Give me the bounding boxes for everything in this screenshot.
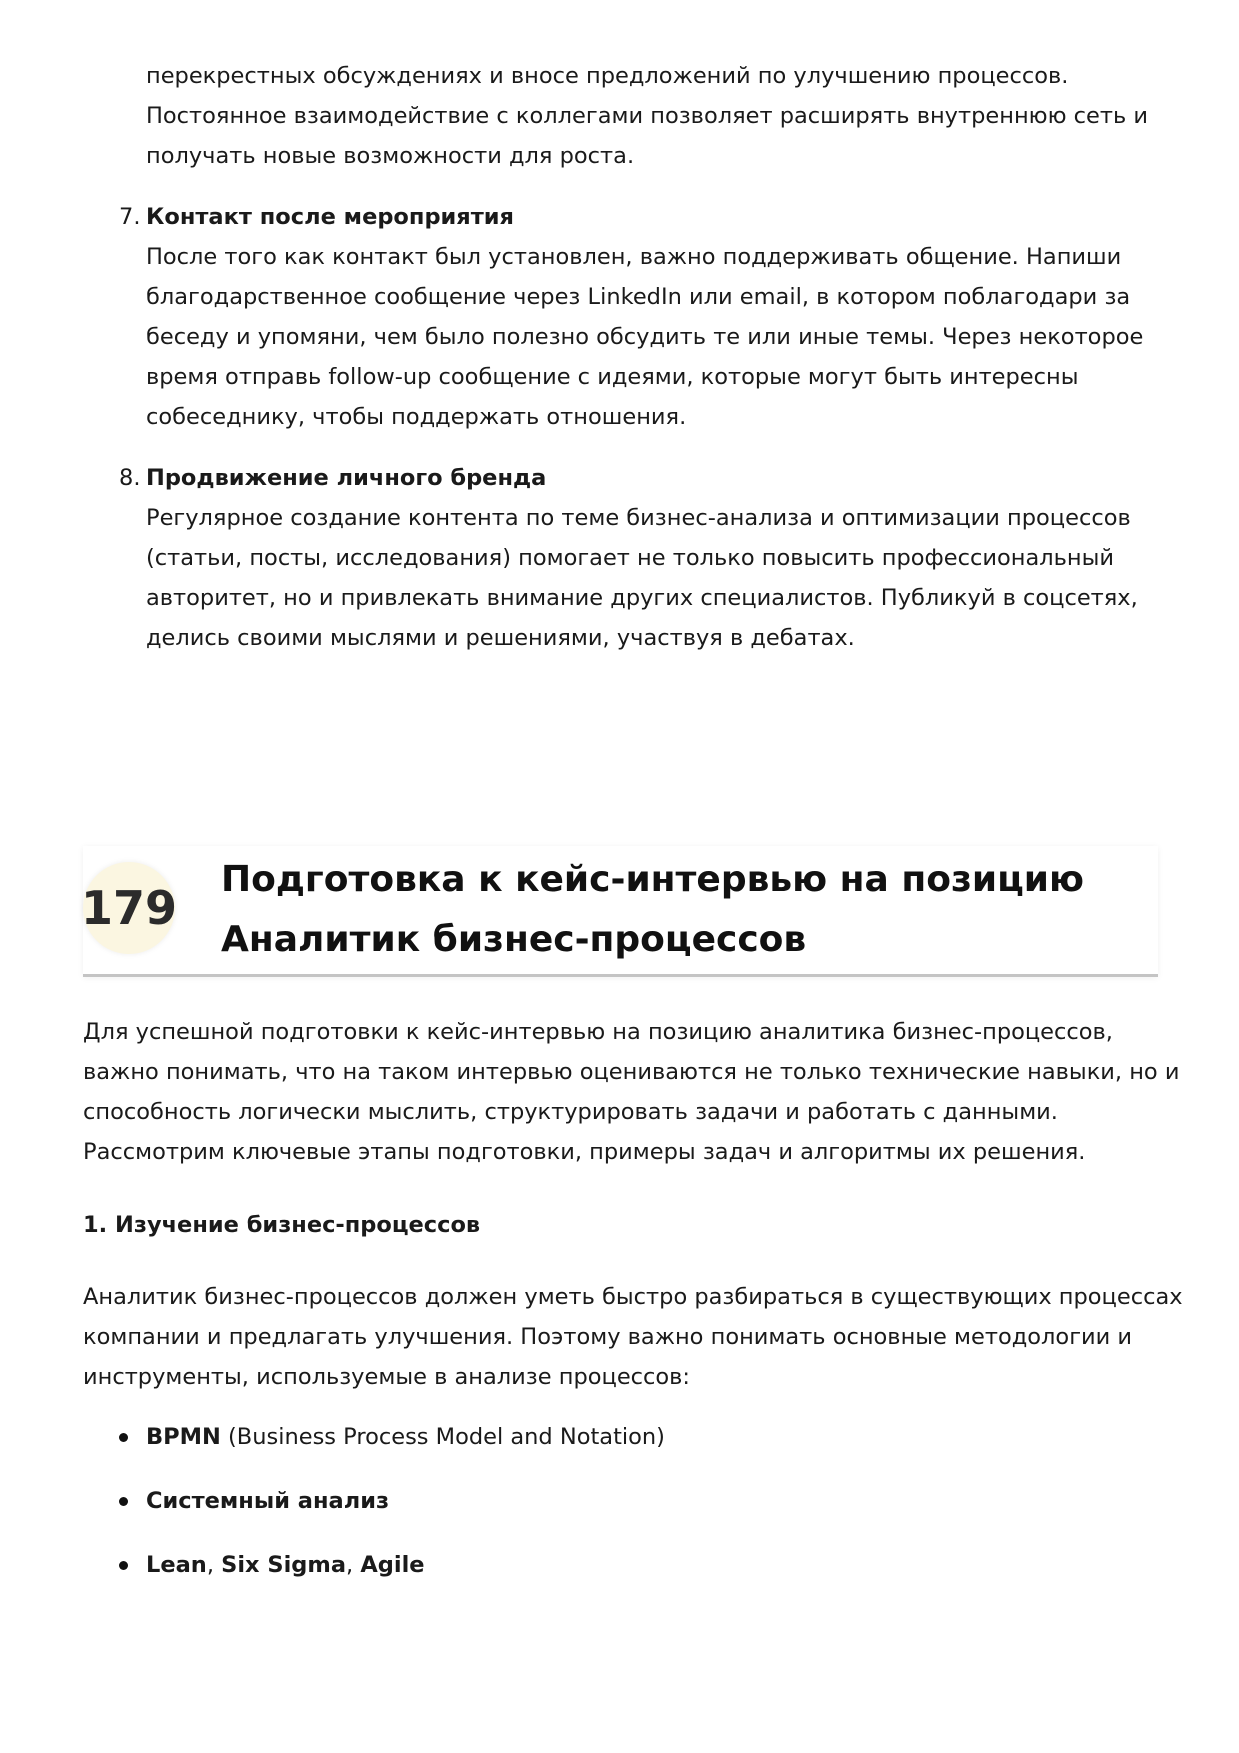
- text-line: собеседнику, чтобы поддержать отношения.: [146, 404, 687, 430]
- chapter-number-badge: 179: [83, 862, 175, 954]
- bullet-description: (Business Process Model and Notation): [220, 1424, 665, 1450]
- chapter-title-line: Подготовка к кейс-интервью на позицию: [221, 859, 1085, 900]
- bullet-separator: ,: [206, 1552, 222, 1578]
- text-line: авторитет, но и привлекать внимание других специалистов. Публикуй в соцсетях,: [146, 585, 1138, 611]
- chapter-title-line: Аналитик бизнес-процессов: [221, 919, 807, 960]
- bullet-term: Agile: [360, 1552, 425, 1578]
- section-heading: 1. Изучение бизнес-процессов: [83, 1212, 481, 1238]
- bullet-item-methodologies: [83, 1545, 1163, 1585]
- item-number: 7.: [119, 204, 141, 230]
- text-line: Постоянное взаимодействие с коллегами позволяет расширять внутреннюю сеть и: [146, 103, 1149, 129]
- bullet-term: Lean: [146, 1552, 207, 1578]
- bullet-term: BPMN: [146, 1424, 221, 1450]
- page-content: [83, 56, 1163, 658]
- text-line: перекрестных обсуждениях и вносе предложений по улучшению процессов.: [146, 63, 1069, 89]
- item-title: Контакт после мероприятия: [146, 204, 515, 230]
- text-line: После того как контакт был установлен, важно поддерживать общение. Напиши: [146, 244, 1122, 270]
- bullet-icon: [119, 1497, 128, 1506]
- text-line: Для успешной подготовки к кейс-интервью на позицию аналитика бизнес-процессов,: [83, 1019, 1113, 1045]
- item-title: Продвижение личного бренда: [146, 465, 547, 491]
- chapter-title: [221, 850, 1084, 970]
- text-line: Аналитик бизнес-процессов должен уметь быстро разбираться в существующих процессах: [83, 1284, 1183, 1310]
- list-item-8: [83, 458, 1163, 658]
- bullet-term: Системный анализ: [146, 1488, 390, 1514]
- bullet-separator: ,: [346, 1552, 361, 1578]
- text-line: беседу и упомяни, чем было полезно обсудить те или иные темы. Через некоторое: [146, 324, 1144, 350]
- text-line: компании и предлагать улучшения. Поэтому важно понимать основные методологии и: [83, 1324, 1133, 1350]
- intro-paragraph: [83, 56, 1163, 176]
- text-line: важно понимать, что на таком интервью оцениваются не только технические навыки, но и: [83, 1059, 1180, 1085]
- bullet-item-system-analysis: [83, 1481, 1163, 1521]
- text-line: получать новые возможности для роста.: [146, 143, 635, 169]
- text-line: Рассмотрим ключевые этапы подготовки, примеры задач и алгоритмы их решения.: [83, 1139, 1086, 1165]
- list-item-7: [83, 197, 1163, 437]
- text-line: способность логически мыслить, структурировать задачи и работать с данными.: [83, 1099, 1058, 1125]
- bullet-icon: [119, 1433, 128, 1442]
- section-paragraph: [83, 1277, 1183, 1397]
- intro-body-paragraph: [83, 1012, 1180, 1172]
- bullet-term: Six Sigma: [221, 1552, 347, 1578]
- text-line: Регулярное создание контента по теме бизнес-анализа и оптимизации процессов: [146, 505, 1131, 531]
- text-line: инструменты, используемые в анализе процессов:: [83, 1364, 691, 1390]
- text-line: время отправь follow-up сообщение с идеями, которые могут быть интересны: [146, 364, 1079, 390]
- text-line: (статьи, посты, исследования) помогает не только повысить профессиональный: [146, 545, 1114, 571]
- bullet-list: [83, 1417, 1163, 1585]
- item-number: 8.: [119, 465, 141, 491]
- chapter-header: [80, 846, 1158, 977]
- bullet-icon: [119, 1561, 128, 1570]
- bullet-item-bpmn: [83, 1417, 1163, 1457]
- chapter-body: [83, 1012, 1183, 1609]
- text-line: делись своими мыслями и решениями, участвуя в дебатах.: [146, 625, 855, 651]
- text-line: благодарственное сообщение через LinkedIn или email, в котором поблагодари за: [146, 284, 1131, 310]
